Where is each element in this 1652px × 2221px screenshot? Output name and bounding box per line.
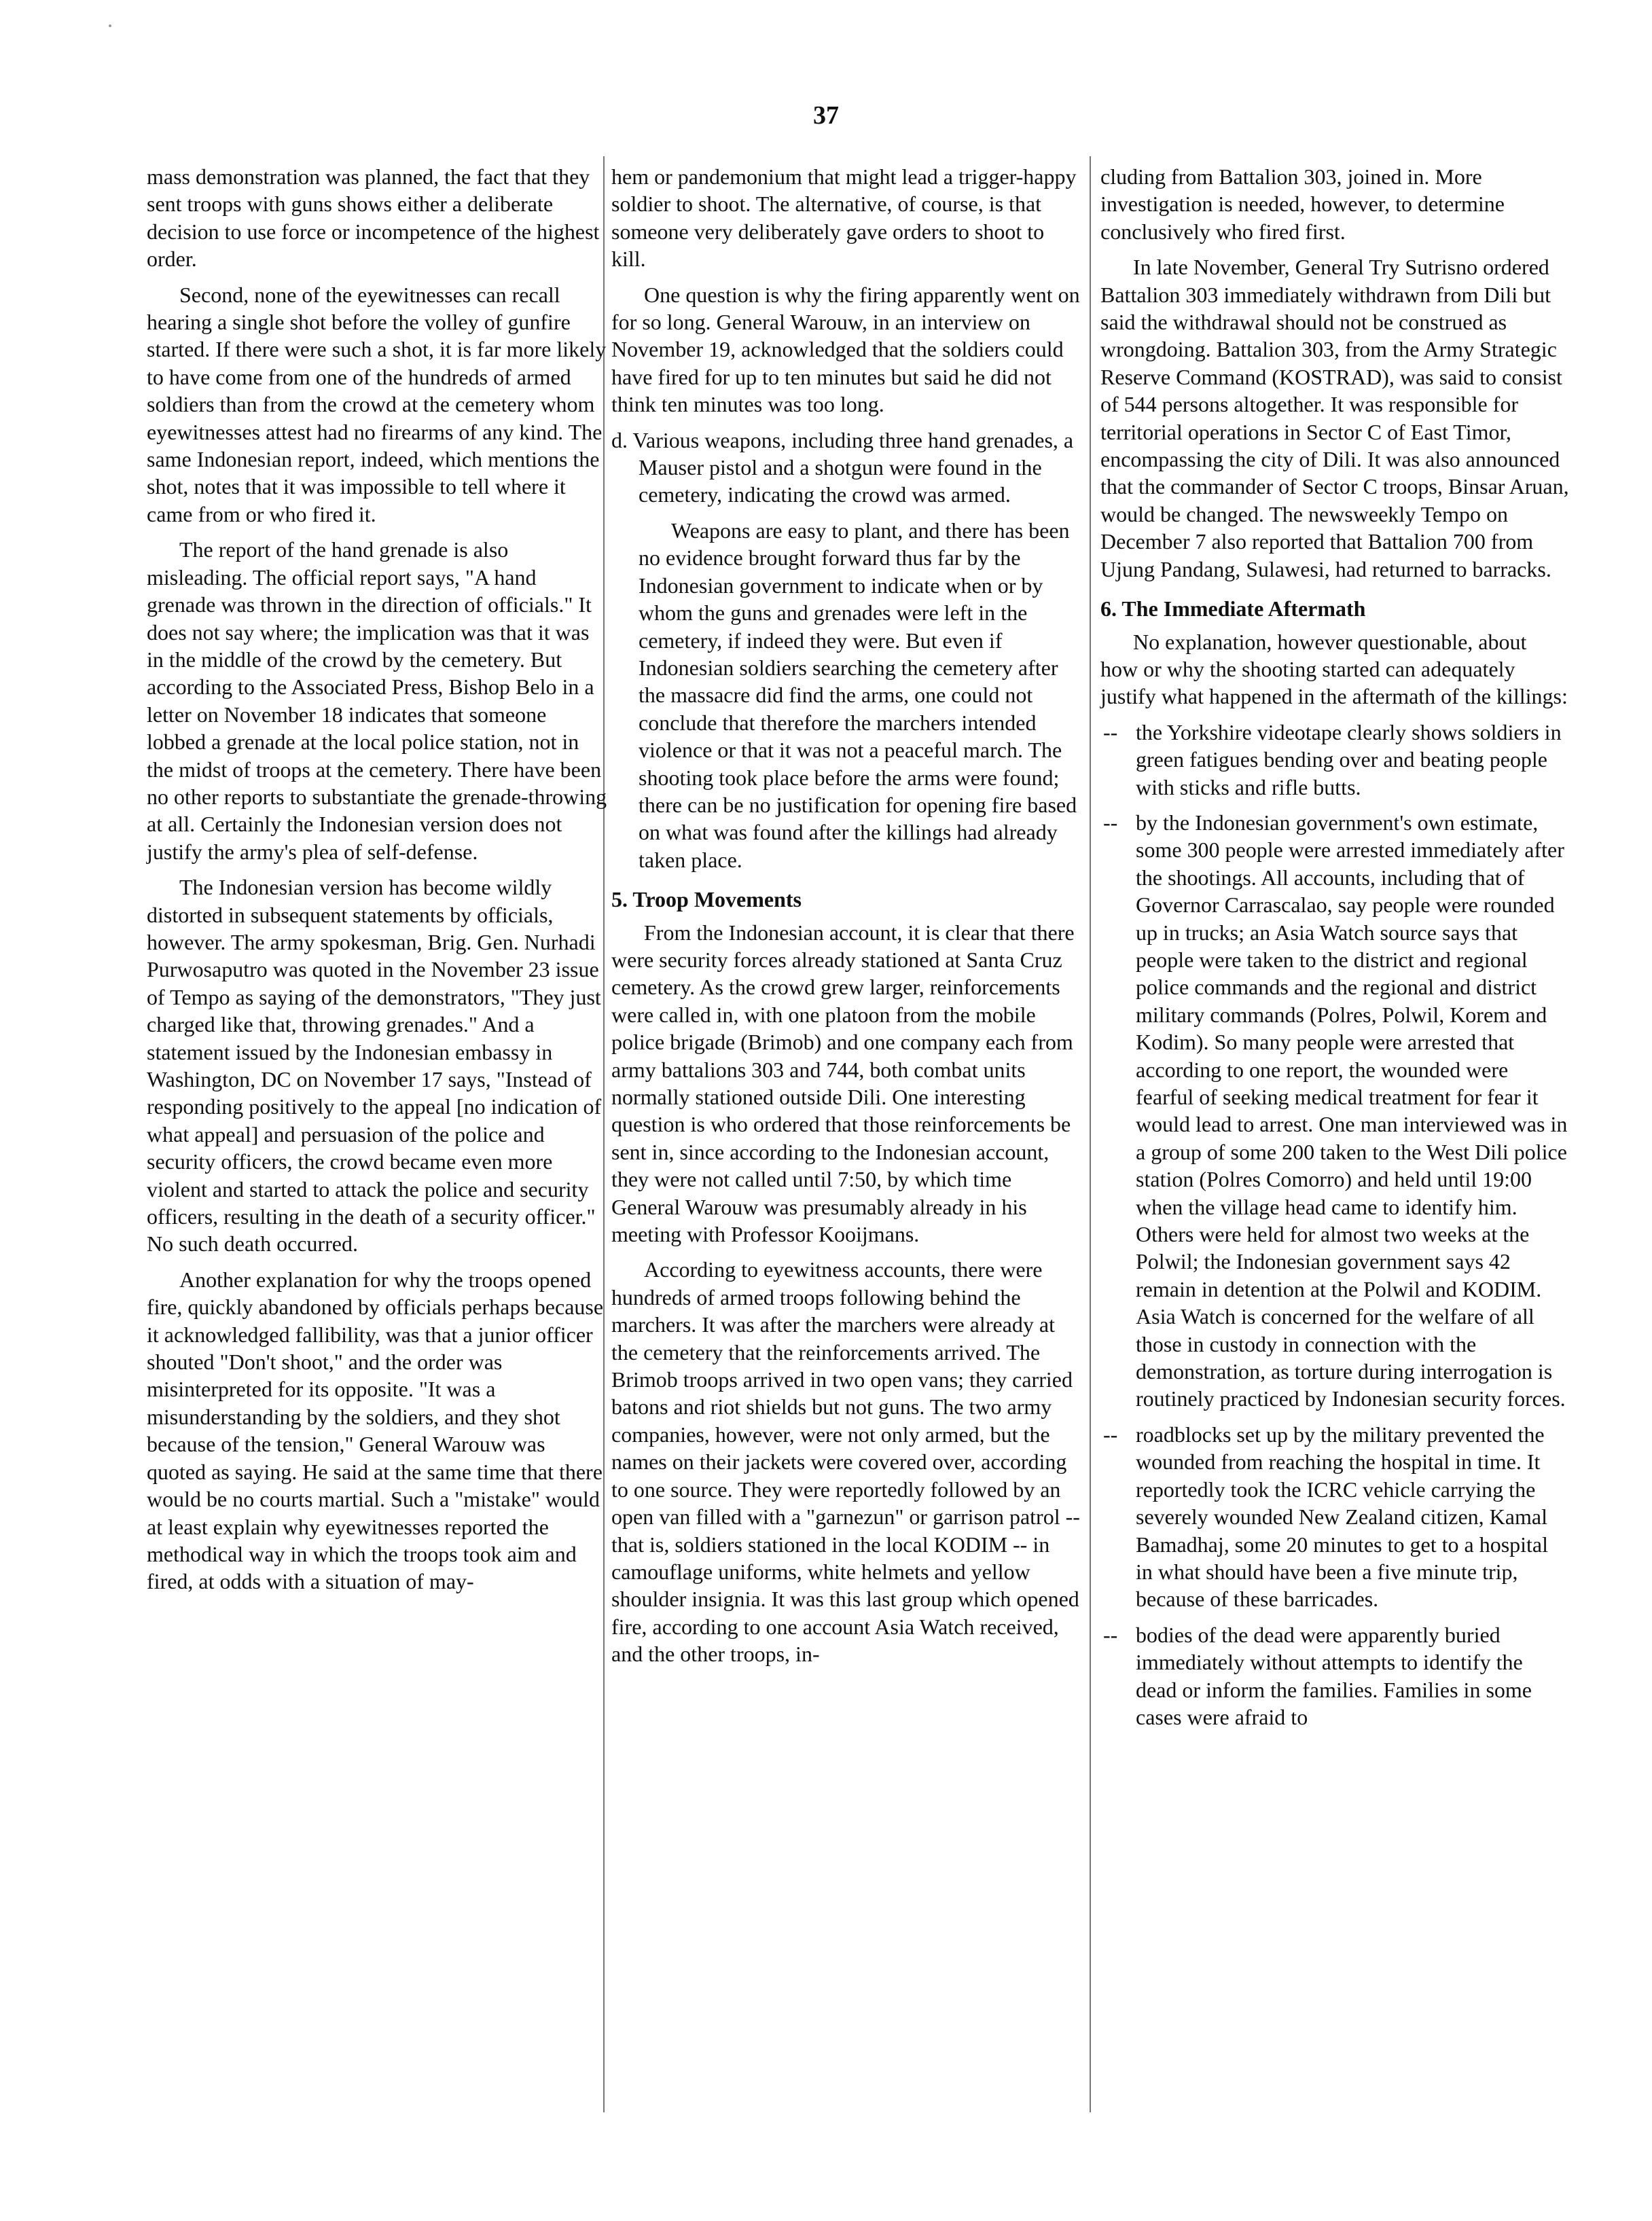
aftermath-list: [1100, 719, 1569, 1731]
paragraph: No explanation, however questionable, about how or why the shooting started can adequately justify what happened in the aftermath of the killings:: [1100, 629, 1568, 709]
paragraph: The report of the hand grenade is also misleading. The official report says, "A hand grenade was thrown in the direction of officials." It does not say where; the implication was that it was in the middle of the crowd by the cemetery. But according to the Associated Press, Bishop Belo in a letter on November 18 indicates that someone lobbed a grenade at the local police station, not in the midst of troops at the cemetery. There have been no other reports to substantiate the grenade-throwing at all. Certainly the Indonesian version does not justify the army's plea of self-defense.: [147, 537, 607, 864]
paragraph: According to eyewitness accounts, there were hundreds of armed troops following behind the marchers. It was after the marchers were already at the cemetery that the reinforcements arrived. The Brimob troops arrived in two open vans; they carried batons and riot shields but not guns. The two army companies, however, were not only armed, but the names on their jackets were covered over, according to one source. They were reportedly followed by an open van filled with a "garnezun" or garrison patrol --that is, soldiers stationed in the local KODIM -- in camouflage uniforms, white helmets and yellow shoulder insignia. It was this last group which opened fire, according to one account Asia Watch received, and the other troops, in-: [611, 1257, 1080, 1667]
list-item: -- by the Indonesian government's own estimate, some 300 people were arrested immediately after the shootings. All accounts, including that of Governor Carrascalao, say people were rounded up in trucks; an Asia Watch source says that people were taken to the district and regional police commands and the regional and district military commands (Polres, Polwil, Korem and Kodim). So many people were arrested that according to one report, the wounded were fearful of seeking medical treatment for fear it would lead to arrest. One man interviewed was in a group of some 200 taken to the West Dili police station (Polres Comorro) and held until 19:00 when the village head came to identify him. Others were held for almost two weeks at the Polwil; the Indonesian government says 42 remain in detention at the Polwil and KODIM. Asia Watch is concerned for the welfare of all those in custody in connection with the demonstration, as torture during interrogation is routinely practiced by Indonesian security forces.: [1100, 809, 1569, 1413]
column-divider: [1090, 156, 1091, 2112]
column-left: [147, 163, 609, 1604]
column-middle: [611, 163, 1080, 1676]
paragraph: Another explanation for why the troops opened fire, quickly abandoned by officials perhaps because it acknowledged fallibility, was that a junior officer shouted "Don't shoot," and the order was misinterpreted for its opposite. "It was a misunderstanding by the soldiers, and they shot because of the tension," General Warouw was quoted as saying. He said at the same time that there would be no courts martial. Such a "mistake" would at least explain why eyewitnesses reported the methodical way in which the troops took aim and fired, at odds with a situation of may-: [147, 1267, 604, 1594]
page-number: 37: [813, 101, 839, 130]
column-right: [1100, 163, 1569, 1739]
paragraph: The Indonesian version has become wildly distorted in subsequent statements by officials, however. The army spokesman, Brig. Gen. Nurhadi Purwosaputro was quoted in the November 23 issue of Tempo as saying of the demonstrators, "They just charged like that, throwing grenades." And a statement issued by the Indonesian embassy in Washington, DC on November 17 says, "Instead of responding positively to the appeal [no indication of what appeal] and persuasion of the police and security officers, the crowd became even more violent and started to attack the police and security officers, resulting in the death of a security officer." No such death occurred.: [147, 875, 602, 1257]
section-heading: 6. The Immediate Aftermath: [1100, 596, 1366, 621]
list-item-d: d. Various weapons, including three hand grenades, a Mauser pistol and a shotgun were found in the cemetery, indicating the crowd was armed.: [611, 427, 1074, 507]
section-heading: 5. Troop Movements: [611, 887, 802, 912]
paragraph: One question is why the firing apparently went on for so long. General Warouw, in an interview on November 19, acknowledged that the soldiers could have fired for up to ten minutes but said he did not think ten minutes was too long.: [611, 282, 1080, 417]
list-item: -- bodies of the dead were apparently buried immediately without attempts to identify the dead or inform the families. Families in some cases were afraid to: [1100, 1621, 1569, 1731]
paragraph: Second, none of the eyewitnesses can recall hearing a single shot before the volley of gunfire started. If there were such a shot, it is far more likely to have come from one of the hundreds of armed soldiers than from the crowd at the cemetery whom eyewitnesses attest had no firearms of any kind. The same Indonesian report, indeed, which mentions the shot, notes that it was impossible to tell where it came from or who fired it.: [147, 282, 607, 526]
paragraph: hem or pandemonium that might lead a trigger-happy soldier to shoot. The alternative, of course, is that someone very deliberately gave orders to shoot to kill.: [611, 164, 1077, 272]
list-item: -- roadblocks set up by the military prevented the wounded from reaching the hospital in time. It reportedly took the ICRC vehicle carrying the severely wounded New Zealand citizen, Kamal Bamadhaj, some 20 minutes to get to a hospital in what should have been a five minute trip, because of these barricades.: [1100, 1421, 1569, 1613]
paragraph: In late November, General Try Sutrisno ordered Battalion 303 immediately withdrawn from Dili but said the withdrawal should not be construed as wrongdoing. Battalion 303, from the Army Strategic Reserve Command (KOSTRAD), was said to consist of 544 persons altogether. It was responsible for territorial operations in Sector C of East Timor, encompassing the city of Dili. It was also announced that the commander of Sector C troops, Binsar Aruan, would be changed. The newsweekly Tempo on December 7 also reported that Battalion 700 from Ujung Pandang, Sulawesi, had returned to barracks.: [1100, 255, 1569, 581]
paragraph: From the Indonesian account, it is clear that there were security forces already stationed at Santa Cruz cemetery. As the crowd grew larger, reinforcements were called in, with one platoon from the mobile police brigade (Brimob) and one company each from army battalions 303 and 744, both combat units normally stationed outside Dili. One interesting question is who ordered that those reinforcements be sent in, since according to the Indonesian account, they were not called until 7:50, by which time General Warouw was presumably already in his meeting with Professor Kooijmans.: [611, 920, 1075, 1247]
list-item: -- the Yorkshire videotape clearly shows soldiers in green fatigues bending over and beating people with sticks and rifle butts.: [1100, 719, 1569, 801]
scan-speck: [109, 24, 111, 27]
paragraph: mass demonstration was planned, the fact that they sent troops with guns shows either a deliberate decision to use force or incompetence of the highest order.: [147, 164, 600, 272]
paragraph: Weapons are easy to plant, and there has been no evidence brought forward thus far by the Indonesian government to indicate when or by whom the guns and grenades were left in the cemetery, if indeed they were. But even if Indonesian soldiers searching the cemetery after the massacre did find the arms, one could not conclude that therefore the marchers intended violence or that it was not a peaceful march. The shooting took place before the arms were found; there can be no justification for opening fire based on what was found after the killings had already taken place.: [639, 518, 1077, 872]
paragraph: cluding from Battalion 303, joined in. More investigation is needed, however, to determine conclusively who fired first.: [1100, 164, 1505, 244]
